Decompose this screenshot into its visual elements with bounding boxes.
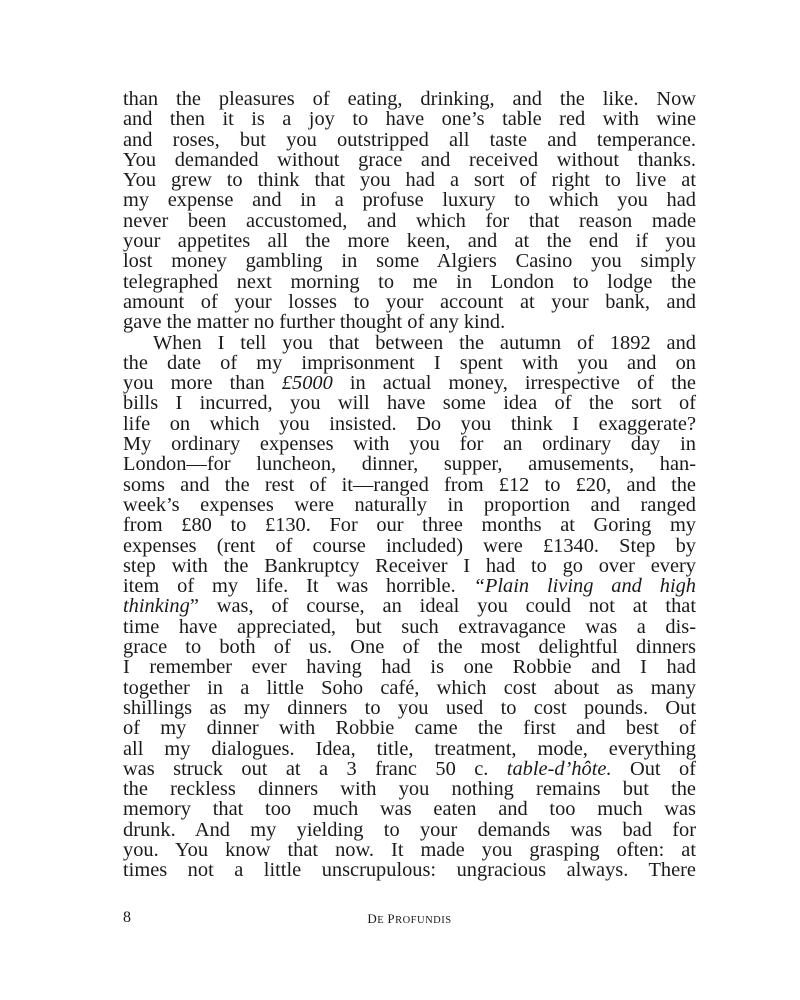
text-line: amount of your losses to your account at your bank, and [123,290,696,313]
text-line: shillings as my dinners to you used to cost pounds. Out [123,696,696,719]
text-line [123,759,696,779]
text-line: time have appreciated, but such extravagance was a dis- [123,615,696,638]
text-line: lost money gambling in some Algiers Casino you simply [123,250,696,273]
page-number: 8 [123,909,131,926]
text-line: you. You know that now. It made you grasping often: at [123,838,696,861]
text-line: your appetites all the more keen, and at the end if you [123,230,696,253]
italic-term: table-d’hôte. [506,757,612,780]
text-segment: item of my life. It was horrible. [123,575,474,598]
body-text [123,89,696,881]
paragraph-first-line: When I tell you that between the autumn of 1892 and [153,331,696,354]
text-line: the date of my imprisonment I spent with you and on [123,351,696,374]
text-segment: in actual money, irrespective of the [332,372,696,395]
text-line: I remember ever having had is one Robbie and I had [123,656,696,679]
text-line: gave the matter no further thought of any kind. [123,311,506,334]
running-head-smallcaps: ROFUNDIS [395,915,452,926]
running-head-initial: D [367,911,378,926]
text-line: of my dinner with Robbie came the first and best of [123,717,696,740]
text-segment: was struck out at a 3 franc 50 c. [123,757,507,780]
text-line [123,596,696,616]
text-line: memory that too much was eaten and too much was [123,798,696,821]
text-line: together in a little Soho café, which cost about as many [123,676,696,699]
text-segment: you more than [123,372,282,395]
text-line: drunk. And my yielding to your demands was bad for [123,818,696,841]
running-head-initial: P [387,911,396,926]
text-line: expenses (rent of course included) were £1340. Step by [123,534,696,557]
text-line: the reckless dinners with you nothing remains but the [123,778,696,801]
text-line: than the pleasures of eating, drinking, and the like. Now [123,88,696,110]
text-line: My ordinary expenses with you for an ordinary day in [123,433,696,456]
text-line [123,576,696,596]
page-footer [123,909,696,931]
text-line: and roses, but you outstripped all taste and temperance. [123,128,696,151]
italic-amount: £5000 [281,372,333,395]
text-segment: ” was, of course, an ideal you could not at that [189,595,696,618]
text-line: times not a little unscrupulous: ungracious always. There [123,859,696,882]
text-line: from £80 to £130. For our three months at Goring my [123,514,696,537]
text-line: and then it is a joy to have one’s table red with wine [123,108,696,131]
text-line: London—for luncheon, dinner, supper, amusements, han- [123,453,696,476]
text-line: You grew to think that you had a sort of right to live at [123,169,696,192]
text-segment: Out of [611,757,696,780]
running-head [123,911,696,927]
text-line: step with the Bankruptcy Receiver I had to go over every [123,554,696,577]
text-line: bills I incurred, you will have some idea of the sort of [123,392,696,415]
text-line: life on which you insisted. Do you think I exaggerate? [123,412,696,435]
running-head-smallcaps: E [377,915,388,926]
text-line: soms and the rest of it—ranged from £12 to £20, and the [123,473,696,496]
text-line: You demanded without grace and received without thanks. [123,148,696,171]
italic-quote: “Plain living and high [473,575,697,598]
text-line: never been accustomed, and which for that reason made [123,209,696,232]
text-line [123,373,696,393]
text-line: telegraphed next morning to me in London to lodge the [123,270,696,293]
text-line: grace to both of us. One of the most delightful dinners [123,636,696,659]
italic-quote: thinking [123,595,190,618]
text-line: week’s expenses were naturally in proportion and ranged [123,493,696,516]
text-line: all my dialogues. Idea, title, treatment, mode, everything [123,737,696,760]
text-line: my expense and in a profuse luxury to which you had [123,189,696,212]
